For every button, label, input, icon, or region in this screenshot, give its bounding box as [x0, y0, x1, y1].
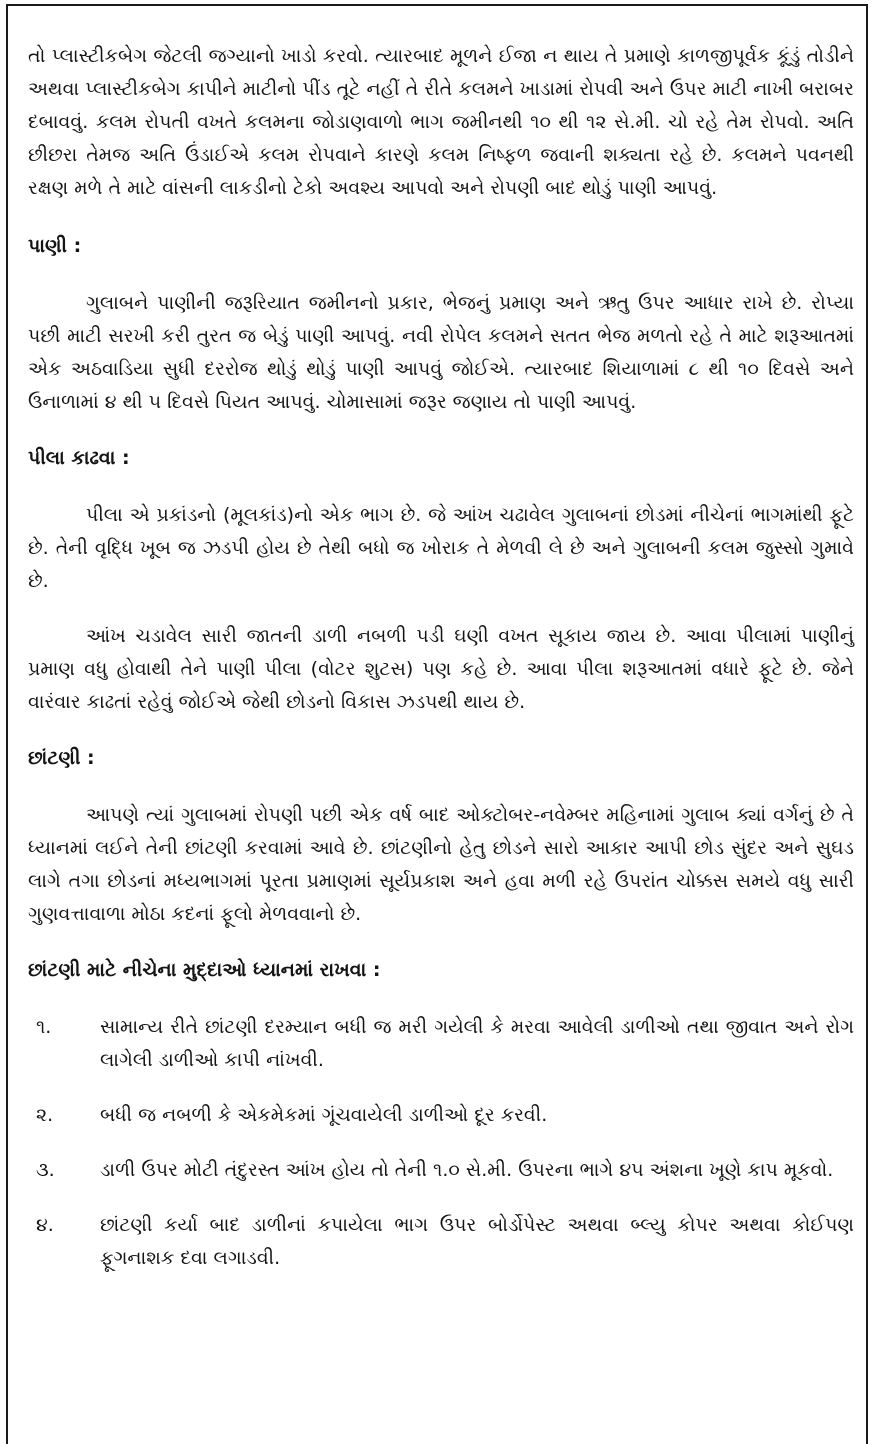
list-item-text: બધી જ નબળી કે એકમેકમાં ગૂંચવાયેલી ડાળીઓ દૂર કરવી.: [100, 1104, 548, 1126]
list-item-text: ડાળી ઉપર મોટી તંદુરસ્ત આંખ હોય તો તેની ૧.૦ સે.મી. ઉપરના ભાગે ૪૫ અંશના ખૂણે કાપ મૂકવો.: [100, 1159, 834, 1181]
heading-pruning-points: છાંટણી માટે નીચેના મુદ્દાઓ ધ્યાનમાં રાખવા :: [28, 959, 381, 981]
list-item: [28, 1099, 854, 1132]
suckers-paragraph-2: આંખ ચડાવેલ સારી જાતની ડાળી નબળી પડી ઘણી વખત સૂકાય જાય છે. આવા પીલામાં પાણીનું પ્રમાણ વધુ હોવાથી તેને પાણી પીલા (વોટર શુટસ) પણ કહે છે. આવા પીલા શરૂઆતમાં વધારે ફૂટે છે. જેને વારંવાર કાઢતાં રહેવું જોઈએ જેથી છોડનો વિકાસ ઝડપથી થાય છે.: [28, 625, 854, 713]
pruning-paragraph: આપણે ત્યાં ગુલાબમાં રોપણી પછી એક વર્ષ બાદ ઓક્ટોબર-નવેમ્બર મહિનામાં ગુલાબ ક્યાં વર્ગનું છે તે ધ્યાનમાં લઈને તેની છાંટણી કરવામાં આવે છે. છાંટણીનો હેતુ છોડને સારો આકાર આપી છોડ સુંદર અને સુઘડ લાગે તગા છોડનાં મધ્યભાગમાં પૂરતા પ્રમાણમાં સૂર્યપ્રકાશ અને હવા મળી રહે ઉપરાંત ચોક્કસ સમયે વધુ સારી ગુણવત્તાવાળા મોઠા કદનાં ફૂલો મેળવવાનો છે.: [28, 804, 854, 925]
list-item: [28, 1209, 854, 1275]
suckers-paragraph-1: પીલા એ પ્રકાંડનો (મૂલકાંડ)નો એક ભાગ છે. જે આંખ ચઢાવેલ ગુલાબનાં છોડમાં નીચેનાં ભાગમાંથી ફૂટે છે. તેની વૃદ્ધિ ખૂબ જ ઝડપી હોય છે તેથી બધો જ ખોરાક તે મેળવી લે છે અને ગુલાબની કલમ જુસ્સો ગુમાવે છે.: [28, 504, 854, 592]
list-item-number: ૧.: [36, 1016, 52, 1038]
list-item-number: ૩.: [36, 1159, 55, 1181]
water-paragraph: ગુલાબને પાણીની જરૂરિયાત જમીનનો પ્રકાર, ભેજનું પ્રમાણ અને ઋતુ ઉપર આધાર રાખે છે. રોપ્યા પછી માટી સરખી કરી તુરત જ બેડું પાણી આપવું. નવી રોપેલ કલમને સતત ભેજ મળતો રહે તે માટે શરૂઆતમાં એક અઠવાડિયા સુધી દરરોજ થોડું થોડું પાણી આપવું જોઈએ. ત્યારબાદ શિયાળામાં ૮ થી ૧૦ દિવસે અને ઉનાળામાં ૪ થી ૫ દિવસે પિયત આપવું. ચોમાસામાં જરૂર જણાય તો પાણી આપવું.: [28, 292, 854, 413]
list-item-number: ૨.: [36, 1104, 54, 1126]
intro-paragraph: તો પ્લાસ્ટીકબેગ જેટલી જગ્યાનો ખાડો કરવો. ત્યારબાદ મૂળને ઈજા ન થાય તે પ્રમાણે કાળજીપૂર્વક કૂંડું તોડીને અથવા પ્લાસ્ટીકબેગ કાપીને માટીનો પીંડ તૂટે નહીં તે રીતે કલમને ખાડામાં રોપવી અને ઉપર માટી નાખી બરાબર દબાવવું. કલમ રોપતી વખતે કલમના જોડાણવાળો ભાગ જમીનથી ૧૦ થી ૧૨ સે.મી. ચો રહે તેમ રોપવો. અતિ છીછરા તેમજ અતિ ઉંડાઈએ કલમ રોપવાને કારણે કલમ નિષ્ફળ જવાની શક્યતા રહે છે. કલમને પવનથી રક્ષણ મળે તે માટે વાંસની લાકડીનો ટેકો અવશ્ય આપવો અને રોપણી બાદ થોડું પાણી આપવું.: [28, 45, 854, 199]
heading-suckers: પીલા કાઢવા :: [28, 447, 130, 469]
list-item-text: સામાન્ય રીતે છાંટણી દરમ્યાન બધી જ મરી ગયેલી કે મરવા આવેલી ડાળીઓ તથા જીવાત અને રોગ લાગેલી ડાળીઓ કાપી નાંખવી.: [100, 1016, 854, 1071]
heading-water: પાણી :: [28, 235, 82, 257]
pruning-points-list: [28, 1011, 854, 1275]
heading-pruning: છાંટણી :: [28, 747, 95, 769]
list-item: [28, 1011, 854, 1077]
list-item-text: છાંટણી કર્યા બાદ ડાળીનાં કપાયેલા ભાગ ઉપર બોર્ડોપેસ્ટ અથવા બ્લ્યુ કોપર અથવા કોઈપણ ફૂગનાશક દવા લગાડવી.: [100, 1214, 854, 1269]
list-item-number: ૪.: [36, 1214, 54, 1236]
document-content: [28, 40, 854, 1275]
list-item: [28, 1154, 854, 1187]
